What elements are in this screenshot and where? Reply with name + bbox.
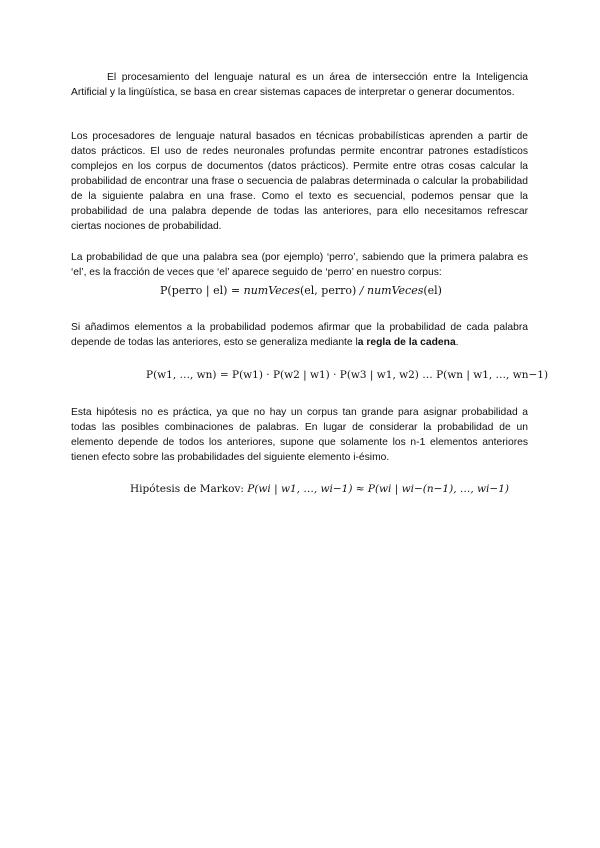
formula-perro-fn1: numVeces bbox=[243, 284, 300, 297]
formula-perro-arg1: (el, perro) bbox=[299, 284, 357, 297]
formula-perro-equals: = bbox=[230, 284, 241, 297]
formula-perro-lhs: P(perro | el) bbox=[160, 284, 228, 297]
chain-rule-bold: a regla de la cadena bbox=[357, 337, 456, 348]
formula-chain-rule: P(w1, …, wn) = P(w1) · P(w2 | w1) · P(w3 | w1, w2) … P(wn | w1, …, wn−1) bbox=[146, 369, 549, 381]
formula-markov bbox=[130, 482, 509, 497]
formula-perro-fn2: numVeces bbox=[367, 284, 424, 297]
chain-rule-end: . bbox=[455, 337, 459, 348]
formula-markov-label: Hipótesis de Markov: bbox=[130, 483, 244, 495]
paragraph-chain-rule bbox=[71, 320, 528, 350]
chain-rule-text: Si añadimos elementos a la probabilidad podemos afirmar que la probabilidad de cada palabra depende de todas las anteriores, esto se generaliza mediante l bbox=[71, 322, 528, 348]
paragraph-intro: El procesamiento del lenguaje natural es un área de intersección entre la Inteligencia Artificial y la lingüística, se basa en crear sistemas capaces de interpretar o generar documentos. bbox=[71, 72, 528, 98]
paragraph-probability: La probabilidad de que una palabra sea (por ejemplo) ‘perro’, sabiendo que la primera palabra es ‘el’, es la fracción de veces que ‘el’ aparece seguido de ‘perro’ en nuestro corpus: bbox=[71, 252, 528, 278]
paragraph-hypothesis: Esta hipótesis no es práctica, ya que no hay un corpus tan grande para asignar probabilidad a todas las posibles combinaciones de palabras. En lugar de considerar la probabilidad de un elemento depende de todos los anteriores, supone que solamente los n-1 elementos anteriores tienen efecto sobre las probabilidades del siguiente elemento i-ésimo. bbox=[71, 407, 528, 463]
paragraph-processors: Los procesadores de lenguaje natural basados en técnicas probabilísticas aprenden a partir de datos prácticos. El uso de redes neuronales profundas permite encontrar patrones estadísticos complejos en los corpus de documentos (datos prácticos). Permite entre otras cosas calcular la probabilidad de encontrar una frase o secuencia de palabras determinada o calcular la probabilidad de la siguiente palabra en una frase. Como el texto es secuencial, podemos pensar que la probabilidad de una palabra depende de todas las anteriores, para ello necesitamos refrescar ciertas nociones de probabilidad. bbox=[71, 131, 528, 232]
formula-perro-divide: / bbox=[359, 284, 364, 297]
formula-perro-arg2: (el) bbox=[423, 284, 442, 297]
formula-perro bbox=[160, 283, 442, 298]
formula-markov-expression: P(wi | w1, …, wi−1) ≈ P(wi | wi−(n−1), …, wi−1) bbox=[247, 483, 509, 495]
